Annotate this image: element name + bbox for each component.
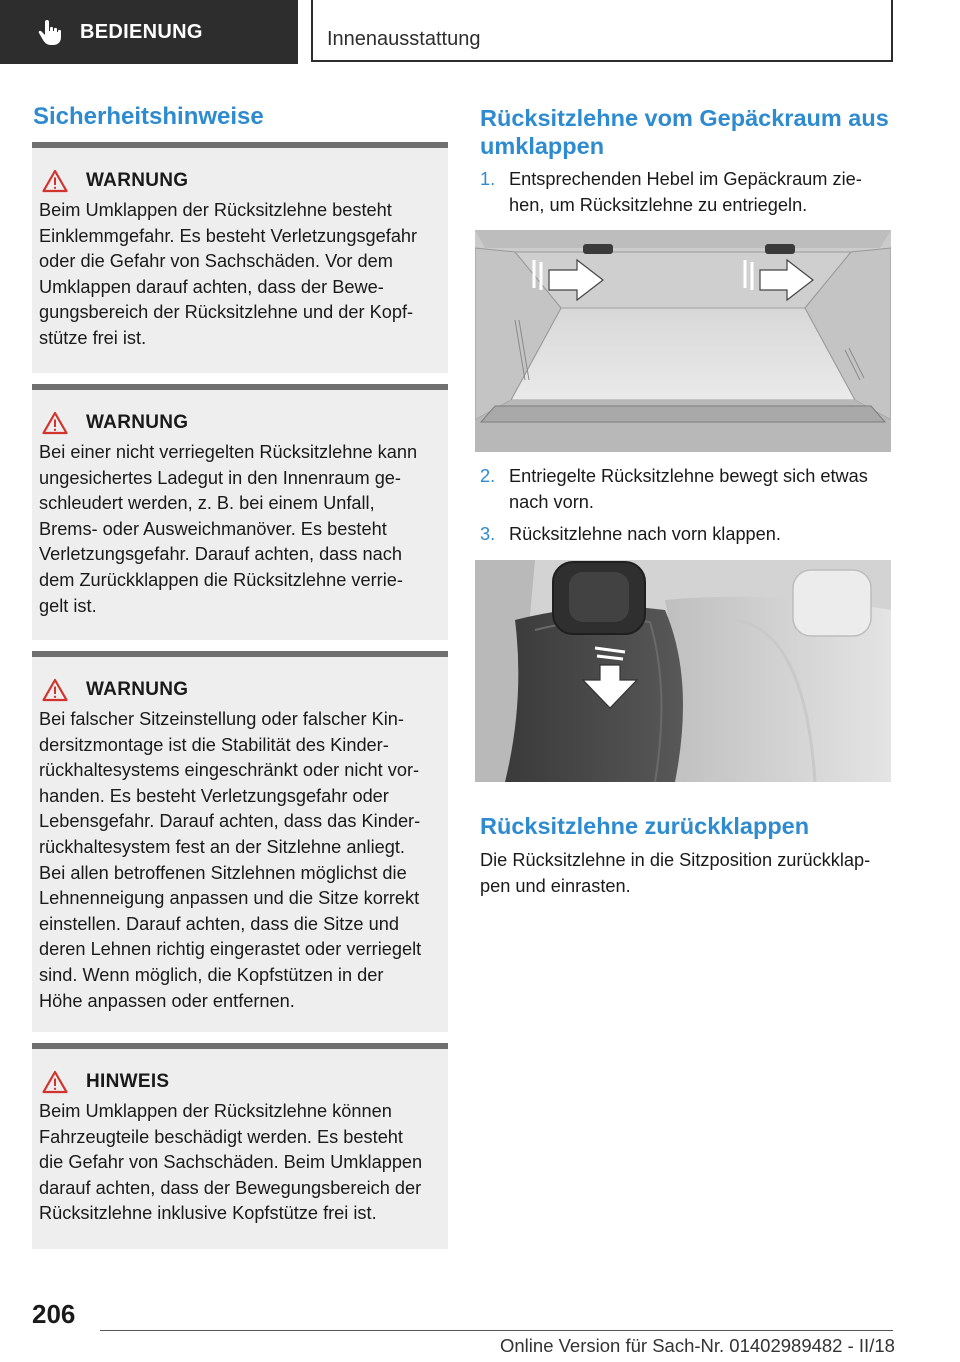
warning-text: Bei einer nicht verriegelten Rücksitzlehne kann ungesichertes Ladegut in den Innenraum ge‐ schleudert werden, z. B. bei einem Unfall, Brems- oder Ausweichmanöver. Es besteht Verletzungsgefahr. Darauf achten, dass nach dem Zurückklappen die Rücksitzlehne verrie‐ gelt ist. bbox=[39, 442, 418, 616]
page-number: 206 bbox=[32, 1299, 76, 1329]
paragraph: Die Rücksitzlehne in die Sitzposition zurückklap‐ pen und einrasten. bbox=[480, 850, 871, 896]
notice-text: Beim Umklappen der Rücksitzlehne können Fahrzeugteile beschädigt werden. Es besteht die Gefahr von Sachschäden. Beim Umklappen darauf achten, dass der Bewegungsbereich der Rücksitzlehne inklusive Kopfstütze frei ist. bbox=[39, 1101, 423, 1224]
footer-version: Online Version für Sach-Nr. 01402989482 - II/18 bbox=[500, 1335, 895, 1356]
warning-label: WARNUNG bbox=[86, 412, 189, 433]
step-number: 2. bbox=[480, 466, 496, 486]
step-text: Entriegelte Rücksitzlehne bewegt sich etwas nach vorn. bbox=[509, 466, 868, 512]
hand-pointer-icon bbox=[36, 17, 66, 47]
section-heading: Rücksitzlehne zurückklappen bbox=[480, 813, 810, 839]
step-number: 3. bbox=[480, 524, 496, 544]
chapter-header bbox=[311, 0, 893, 62]
footer-rule bbox=[100, 1330, 893, 1331]
warning-triangle-icon bbox=[42, 678, 68, 702]
warning-label: WARNUNG bbox=[86, 679, 189, 700]
trunk-illustration bbox=[475, 230, 891, 452]
chapter-title: Innenausstattung bbox=[327, 28, 481, 50]
notice-box bbox=[32, 1043, 448, 1249]
section-heading: Rücksitzlehne vom Gepäckraum aus umklappen bbox=[480, 105, 889, 159]
warning-triangle-icon bbox=[42, 1070, 68, 1094]
notice-label: HINWEIS bbox=[86, 1071, 170, 1092]
step-text: Rücksitzlehne nach vorn klappen. bbox=[509, 524, 781, 544]
warning-label: WARNUNG bbox=[86, 170, 189, 191]
step-number: 1. bbox=[480, 169, 496, 189]
step-text: Entsprechenden Hebel im Gepäckraum zie‐ hen, um Rücksitzlehne zu entriegeln. bbox=[509, 169, 862, 215]
warning-text: Beim Umklappen der Rücksitzlehne besteht Einklemmgefahr. Es besteht Verletzungsgefahr oder die Gefahr von Sachschäden. Vor dem Umklappen darauf achten, dass der Bewe‐ gungsbereich der Rücksitzlehne und der Kopf‐ stütze frei ist. bbox=[39, 200, 418, 348]
warning-triangle-icon bbox=[42, 169, 68, 193]
warning-box bbox=[32, 651, 448, 1032]
warning-box bbox=[32, 142, 448, 373]
section-label: BEDIENUNG bbox=[80, 20, 203, 43]
rear-seat-illustration bbox=[475, 560, 891, 782]
section-tab bbox=[0, 0, 298, 64]
warning-box bbox=[32, 384, 448, 640]
warning-text: Bei falscher Sitzeinstellung oder falscher Kin‐ dersitzmontage ist die Stabilität des Kinder‐ rückhaltesystems eingeschränkt oder nicht vor‐ handen. Es besteht Verletzungsgefahr oder Lebensgefahr. Darauf achten, dass das Kinder‐ rückhaltesystem fest an der Sitzlehne anliegt. Bei allen betroffenen Sitzlehnen möglichst die Lehnenneigung anpassen und die Sitze korrekt einstellen. Darauf achten, dass die Sitze und deren Lehnen richtig eingerastet oder verriegelt sind. Wenn möglich, die Kopfstützen in der Höhe anpassen oder entfernen. bbox=[39, 709, 422, 1011]
warning-triangle-icon bbox=[42, 411, 68, 435]
section-heading: Sicherheitshinweise bbox=[33, 103, 264, 130]
